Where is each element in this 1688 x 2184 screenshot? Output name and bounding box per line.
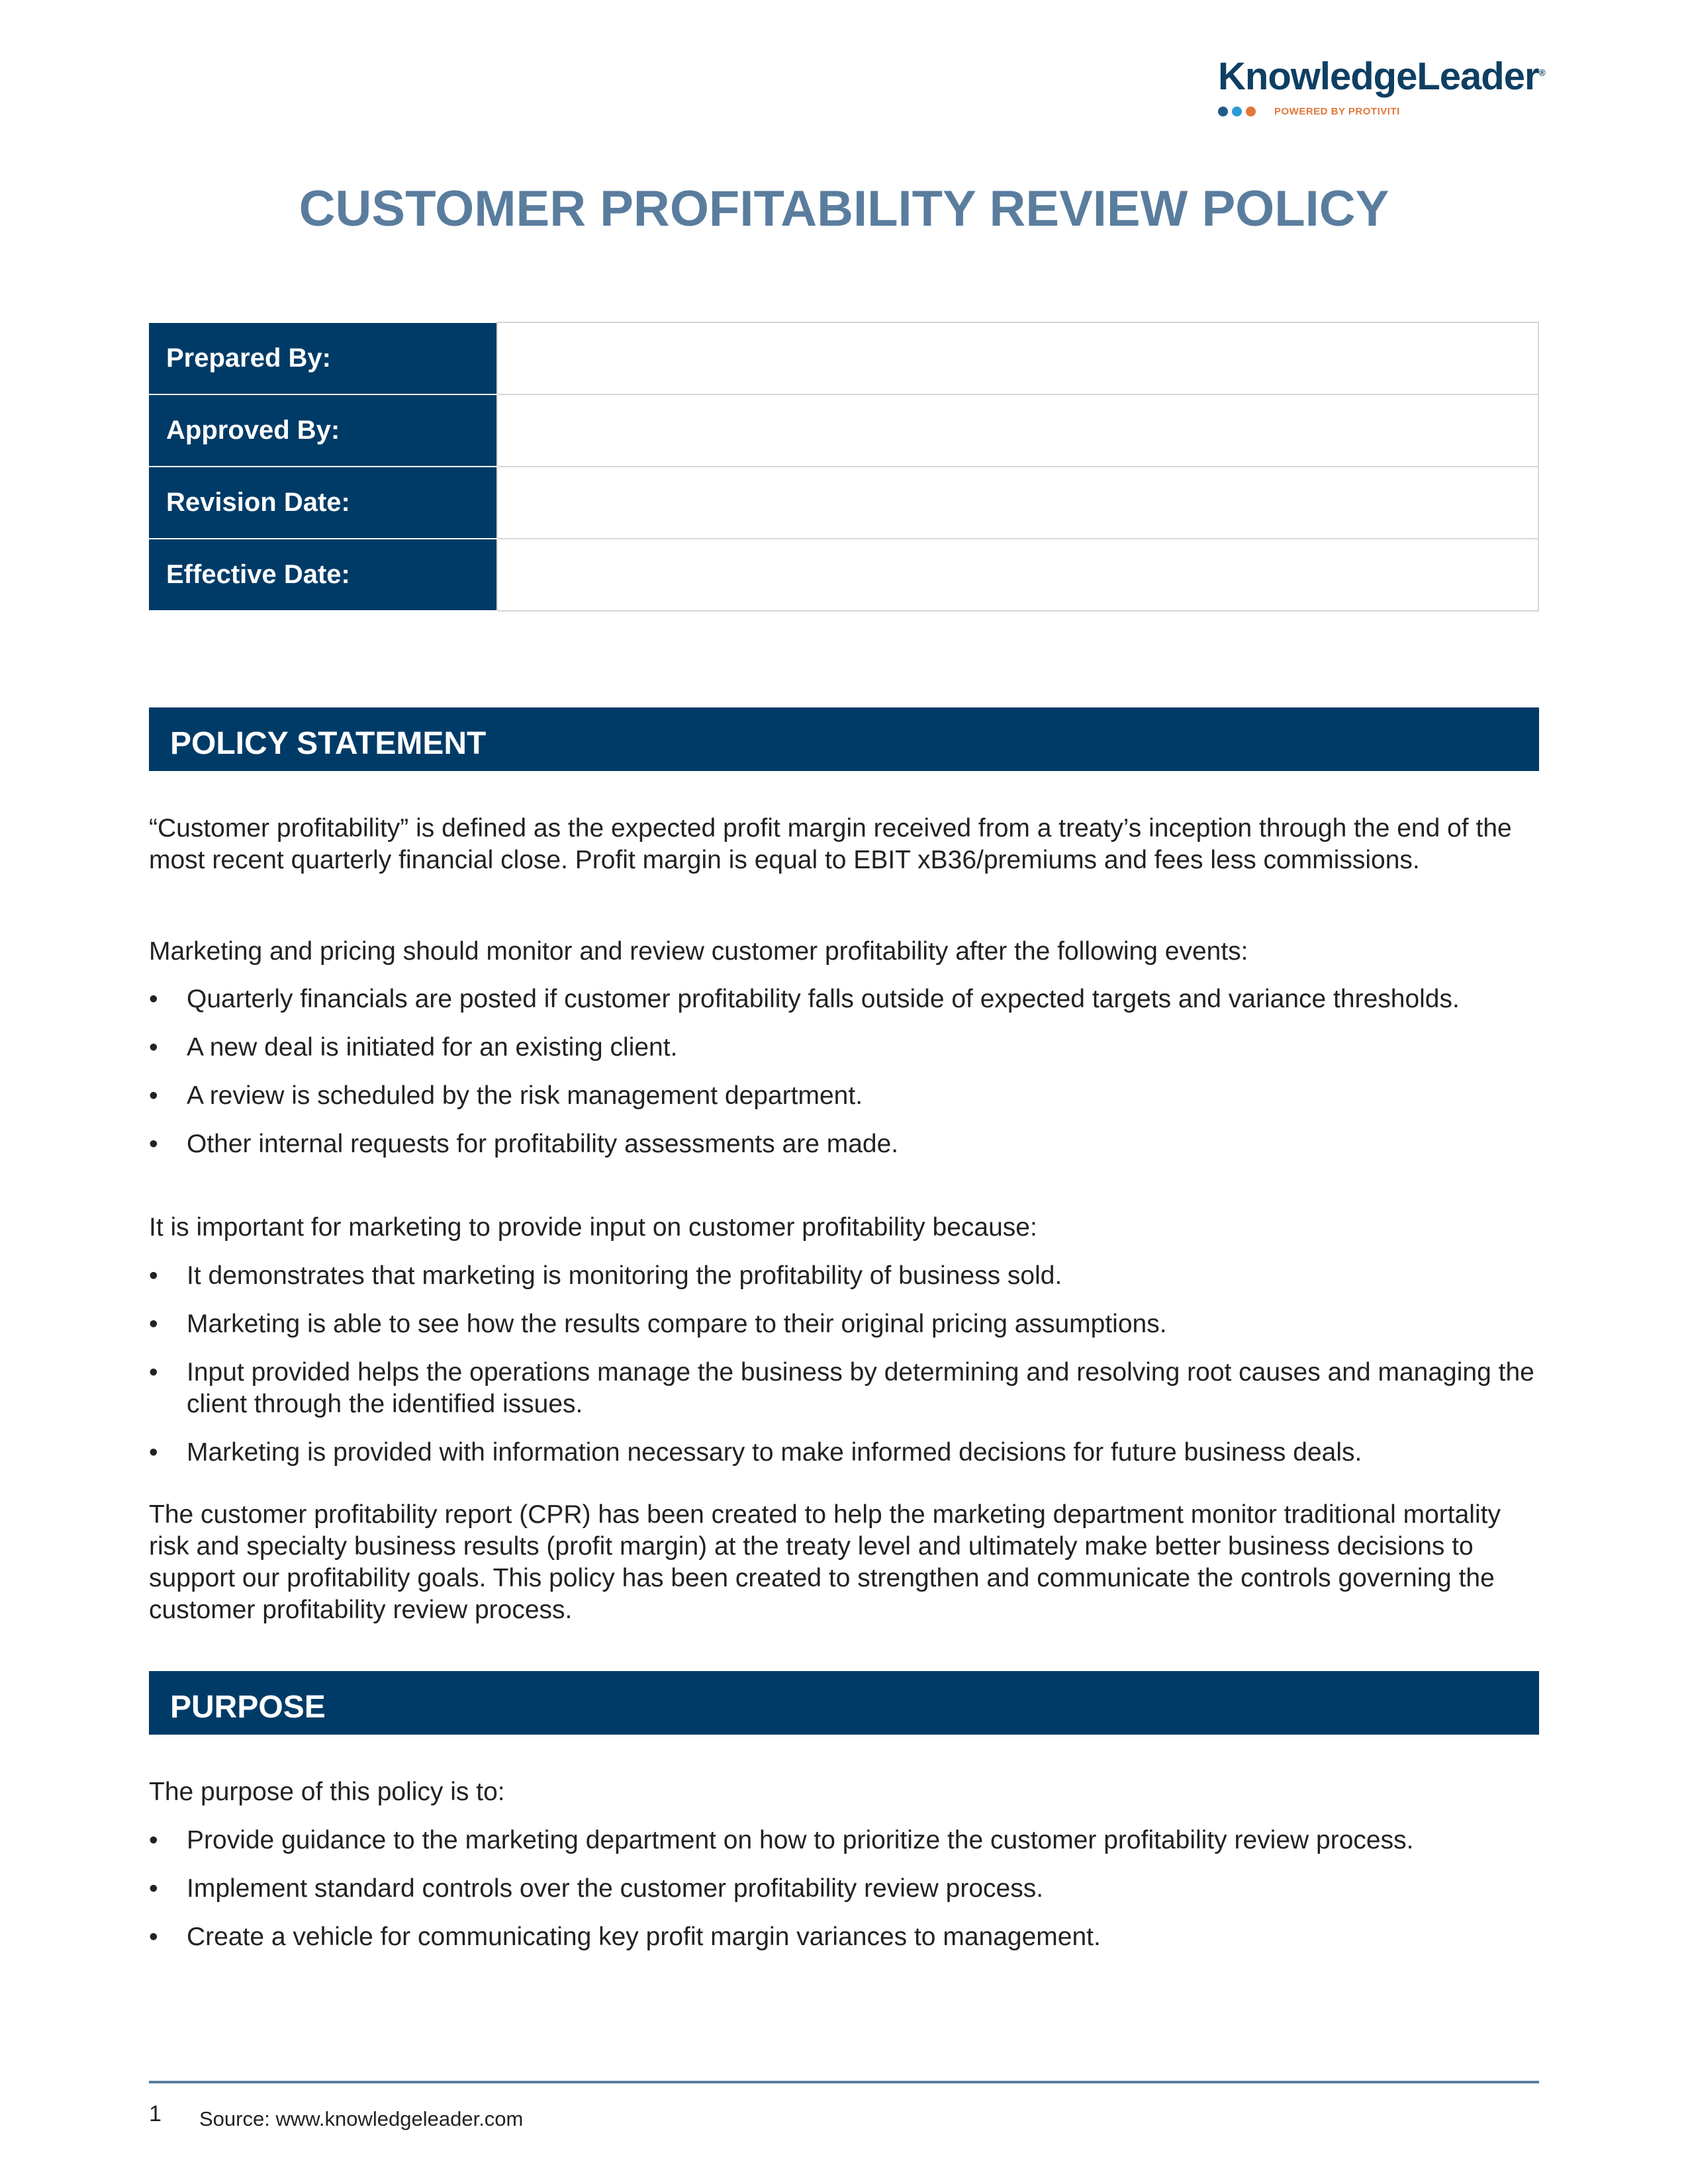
logo-dot-orange (1246, 107, 1256, 116)
cpr-paragraph-text: The customer profitability report (CPR) has been created to help the marketing department monitor traditional mortality risk and specialty business results (profit margin) at the treaty level and ultimately make better business decisions to support our profitability goals. This policy has been created to strengthen and communicate the controls governing the customer profitability review process. (149, 1500, 1501, 1624)
footer-source[interactable]: Source: www.knowledgeleader.com (199, 2107, 524, 2130)
bullet-icon: • (149, 1310, 158, 1338)
document-title: CUSTOMER PROFITABILITY REVIEW POLICY (299, 181, 1389, 237)
purpose-intro-text: The purpose of this policy is to: (149, 1778, 505, 1806)
policy-statement-body (149, 813, 1539, 876)
event-text: A review is scheduled by the risk management department. (187, 1081, 863, 1110)
reason-text: Input provided helps the operations manage the business by determining and resolving root causes and managing the client through the identified issues. (187, 1358, 1534, 1418)
logo-wordmark-text: KnowledgeLeader (1218, 55, 1539, 98)
list-item (149, 1825, 1539, 1856)
list-item (149, 1921, 1539, 1953)
purpose-item-text: Provide guidance to the marketing department on how to prioritize the customer profitability review process. (187, 1826, 1414, 1854)
list-item (149, 1357, 1539, 1420)
bullet-icon: • (149, 1130, 158, 1158)
purpose-item-text: Create a vehicle for communicating key profit margin variances to management. (187, 1923, 1101, 1951)
list-item (149, 1873, 1539, 1905)
reason-text: Marketing is able to see how the results compare to their original pricing assumptions. (187, 1310, 1167, 1338)
list-item (149, 1080, 1539, 1112)
bullet-icon: • (149, 1261, 158, 1290)
prepared-by-field[interactable] (497, 322, 1538, 394)
list-item (149, 1128, 1539, 1160)
logo-registered-mark: ® (1538, 67, 1545, 78)
events-intro (149, 936, 1539, 968)
reasons-list (149, 1260, 1539, 1469)
bullet-icon: • (149, 985, 158, 1013)
bullet-icon: • (149, 1826, 158, 1854)
event-text: A new deal is initiated for an existing client. (187, 1033, 678, 1062)
effective-date-field[interactable] (497, 539, 1538, 611)
definition-paragraph: “Customer profitability” is defined as the expected profit margin received from a treaty’s inception through the end of the most recent quarterly financial close. Profit margin is equal to EBIT xB36/premiums and fees less commissions. (149, 814, 1512, 874)
prepared-by-label: Prepared By: (150, 322, 497, 394)
bullet-icon: • (149, 1033, 158, 1062)
list-item (149, 1032, 1539, 1064)
event-text: Other internal requests for profitability assessments are made. (187, 1130, 899, 1158)
knowledgeleader-logo (1218, 54, 1545, 117)
bullet-icon: • (149, 1358, 158, 1387)
list-item (149, 1437, 1539, 1469)
table-row (150, 467, 1538, 539)
document-info-table (149, 322, 1539, 612)
bullet-icon: • (149, 1081, 158, 1110)
cpr-paragraph (149, 1499, 1539, 1626)
list-item (149, 983, 1539, 1015)
bullet-icon: • (149, 1438, 158, 1467)
events-intro-text: Marketing and pricing should monitor and review customer profitability after the following events: (149, 937, 1248, 966)
page-number: 1 (149, 2101, 162, 2126)
effective-date-label: Effective Date: (150, 539, 497, 611)
reasons-intro-text: It is important for marketing to provide input on customer profitability because: (149, 1213, 1037, 1242)
logo-dot-blue (1232, 107, 1242, 116)
events-list (149, 983, 1539, 1160)
logo-tagline (1218, 106, 1400, 117)
event-text: Quarterly financials are posted if customer profitability falls outside of expected targets and variance thresholds. (187, 985, 1460, 1013)
logo-dot-navy (1218, 107, 1228, 116)
approved-by-label: Approved By: (150, 394, 497, 467)
reasons-intro (149, 1212, 1539, 1244)
bullet-icon: • (149, 1874, 158, 1903)
purpose-list (149, 1825, 1539, 1953)
list-item (149, 1260, 1539, 1292)
logo-wordmark (1218, 54, 1545, 99)
logo-powered-by: POWERED BY PROTIVITI (1274, 106, 1400, 117)
reason-text: It demonstrates that marketing is monitoring the profitability of business sold. (187, 1261, 1062, 1290)
table-row (150, 394, 1538, 467)
list-item (149, 1308, 1539, 1340)
reason-text: Marketing is provided with information necessary to make informed decisions for future business deals. (187, 1438, 1362, 1467)
revision-date-field[interactable] (497, 467, 1538, 539)
policy-statement-heading: POLICY STATEMENT (149, 707, 1539, 771)
table-row (150, 539, 1538, 611)
footer-divider (149, 2081, 1539, 2083)
revision-date-label: Revision Date: (150, 467, 497, 539)
purpose-intro (149, 1776, 1539, 1808)
approved-by-field[interactable] (497, 394, 1538, 467)
bullet-icon: • (149, 1923, 158, 1951)
table-row (150, 322, 1538, 394)
purpose-item-text: Implement standard controls over the customer profitability review process. (187, 1874, 1044, 1903)
purpose-heading: PURPOSE (149, 1671, 1539, 1735)
